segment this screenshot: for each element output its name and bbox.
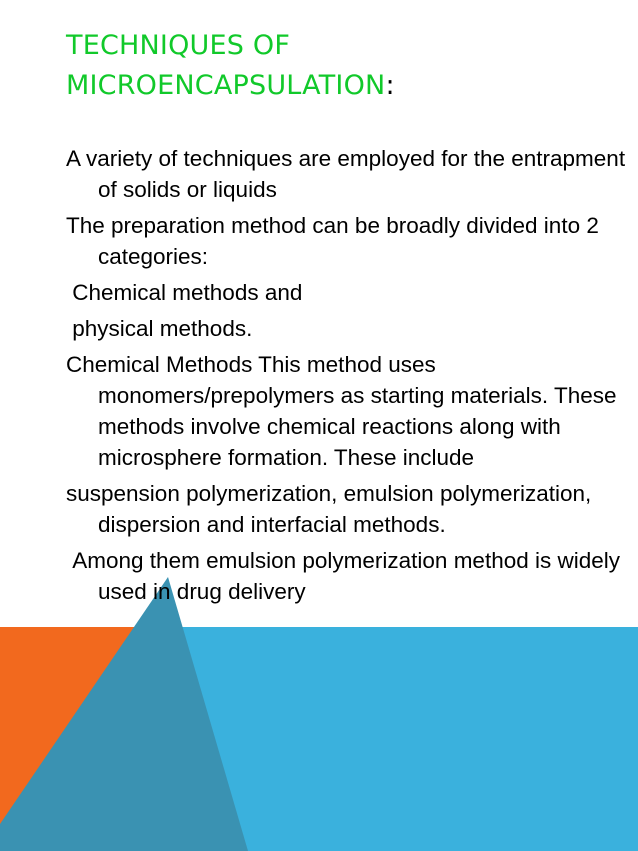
title-line-2: MICROENCAPSULATION: [66, 70, 386, 101]
paragraph-categories: The preparation method can be broadly divided into 2 categories:: [66, 213, 599, 269]
slide-body: [66, 143, 626, 612]
paragraph-polymerization-types: suspension polymerization, emulsion polymerization, dispersion and interfacial methods.: [66, 481, 592, 537]
paragraph-emulsion-polymerization: Among them emulsion polymerization method is widely used in drug delivery: [66, 548, 627, 604]
paragraph-techniques: A variety of techniques are employed for the entrapment of solids or liquids: [66, 146, 626, 202]
paragraph-physical-methods: physical methods.: [66, 316, 253, 341]
paragraph-chemical-description: Chemical Methods This method uses monomers/prepolymers as starting materials. These methods involve chemical reactions along with microsphere formation. These include: [66, 352, 617, 470]
title-line-1: TECHNIQUES OF: [66, 30, 291, 61]
title-colon: :: [385, 70, 395, 101]
paragraph-chemical-methods: Chemical methods and: [66, 280, 303, 305]
slide-title: [66, 26, 586, 106]
